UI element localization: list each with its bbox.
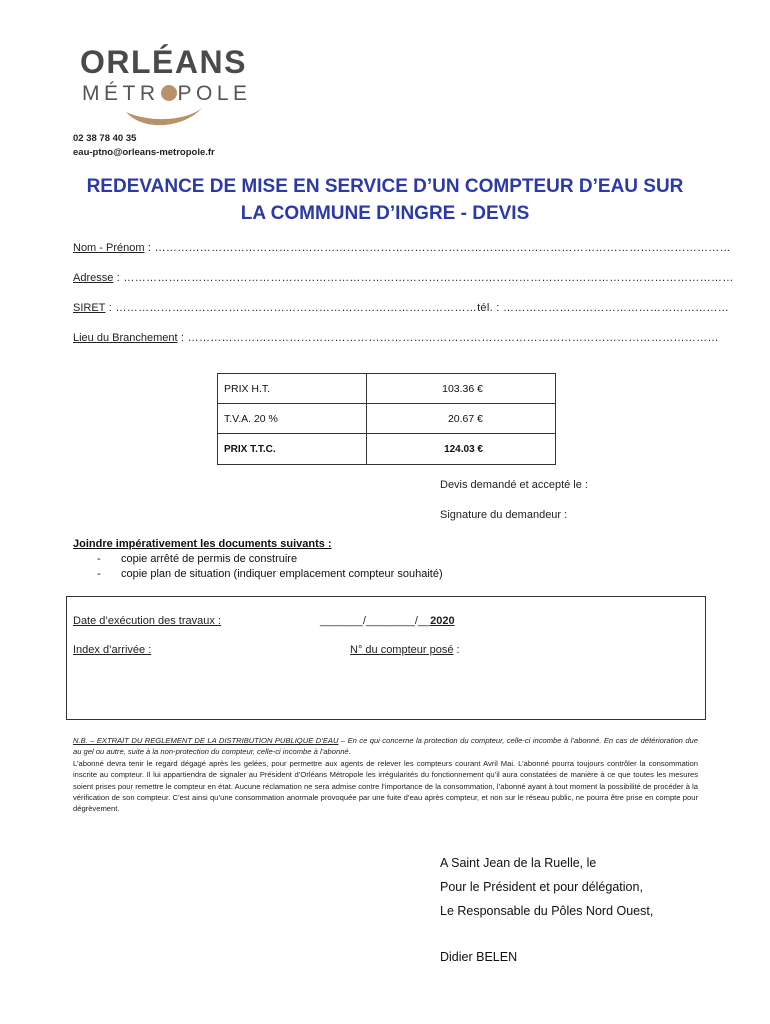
numero-compteur-label[interactable] xyxy=(350,644,460,656)
field-nom-prenom[interactable] xyxy=(73,242,731,254)
nb-body: L’abonné devra tenir le regard dégagé après les gelées, pour permettre aux agents de relever les compteurs courant Avril Mai. L’abonné pourra toujours contrôler la consommation inscrite au compteur. Il lui appartiendra de signaler au Président d’Orléans Métropole les irrégularités du fonctionnement qu’il aura constatées de manière à ce que toutes les mesures soient prises pour remettre le compteur en état. Aucune réclamation ne sera admise contre l’importance de la consommation, l’abonné ayant à tout moment la possibilité de procéder à la vérification de son compteur. C’est ainsi qu’une consommation anormale provoquée par une fuite d’eau après compteur, et non sur le réseau public, ne pourra être prise en compte pour dégrèvement. xyxy=(73,758,698,814)
devis-accepte-label: Devis demandé et accepté le : xyxy=(440,479,588,491)
numero-compteur-colon: : xyxy=(453,644,460,656)
price-ht-value: 103.36 € xyxy=(367,374,556,404)
price-ttc-label: PRIX T.T.C. xyxy=(218,434,367,465)
list-item xyxy=(97,553,297,565)
nb-heading: N.B. – EXTRAIT DU REGLEMENT DE LA DISTRIBUTION PUBLIQUE D’EAU xyxy=(73,736,339,745)
signature-delegation: Pour le Président et pour délégation, xyxy=(440,880,643,894)
nb-reglement-text xyxy=(73,735,698,815)
logo-dot-icon xyxy=(161,85,177,101)
contact-email[interactable]: eau-ptno@orleans-metropole.fr xyxy=(73,147,215,158)
table-row xyxy=(218,404,556,434)
lieu-label: Lieu du Branchement xyxy=(73,332,178,344)
date-execution-text: Date d’exécution des travaux : xyxy=(73,615,221,627)
contact-phone: 02 38 78 40 35 xyxy=(73,133,137,144)
document-item-text: copie plan de situation (indiquer emplacement compteur souhaité) xyxy=(121,568,443,580)
bullet: - xyxy=(97,553,101,565)
adresse-dots: : ……………………………………………………………………………………………………………………………………………… xyxy=(113,272,734,284)
nom-label: Nom - Prénom xyxy=(73,242,145,254)
title-line-1: REDEVANCE DE MISE EN SERVICE D’UN COMPTEUR D’EAU SUR xyxy=(86,176,684,197)
date-blanks: _______/________/__ xyxy=(320,615,431,627)
table-row xyxy=(218,374,556,404)
tva-label: T.V.A. 20 % xyxy=(218,404,367,434)
date-year: 2020 xyxy=(430,615,455,627)
table-row xyxy=(218,434,556,465)
logo-metropole-text xyxy=(82,82,252,106)
logo-metropole-part2: POLE xyxy=(177,82,252,105)
bullet: - xyxy=(97,568,101,580)
document-item-text: copie arrêté de permis de construire xyxy=(121,553,298,565)
price-ht-label: PRIX H.T. xyxy=(218,374,367,404)
siret-dots: : ……………………………………………………………………………………tél. : …………………………………………………… xyxy=(105,302,730,314)
signature-name: Didier BELEN xyxy=(440,950,518,964)
signature-demandeur-label: Signature du demandeur : xyxy=(440,509,568,521)
logo-metropole-part1: MÉTR xyxy=(82,82,160,105)
index-arrivee-text: Index d’arrivée : xyxy=(73,644,152,656)
signature-responsable: Le Responsable du Pôles Nord Ouest, xyxy=(440,904,654,918)
numero-compteur-text: N° du compteur posé xyxy=(350,644,454,656)
siret-label: SIRET xyxy=(73,302,106,314)
nom-dots: : ……………………………………………………………………………………………………………………………………… xyxy=(144,242,731,254)
lieu-dots: : …………………………………………………………………………………………………………………………… xyxy=(177,332,719,344)
logo-orleans-text: ORLÉANS xyxy=(80,44,247,80)
page-title xyxy=(60,173,710,227)
adresse-label: Adresse xyxy=(73,272,114,284)
price-ttc-value: 124.03 € xyxy=(367,434,556,465)
logo-swoosh-icon xyxy=(124,106,204,130)
index-arrivee-label[interactable] xyxy=(73,644,151,656)
nb-italic-text: – En ce qui concerne la protection du compteur, celle-ci incombe à l’abonné. En cas de détérioration due au gel ou autre, suite à la non-protection du compteur, celle-ci incombe à l’abonné. xyxy=(73,736,699,757)
signature-place-date: A Saint Jean de la Ruelle, le xyxy=(440,856,597,870)
field-lieu-branchement[interactable] xyxy=(73,332,719,344)
title-line-2: LA COMMUNE D’INGRE - DEVIS xyxy=(240,203,530,224)
documents-title: Joindre impérativement les documents suivants : xyxy=(73,538,332,550)
tva-value: 20.67 € xyxy=(367,404,556,434)
field-adresse[interactable] xyxy=(73,272,734,284)
date-execution-field[interactable] xyxy=(320,615,455,627)
list-item xyxy=(97,568,443,580)
price-table xyxy=(217,373,556,465)
date-execution-label xyxy=(73,615,221,627)
field-siret-tel[interactable] xyxy=(73,302,730,314)
